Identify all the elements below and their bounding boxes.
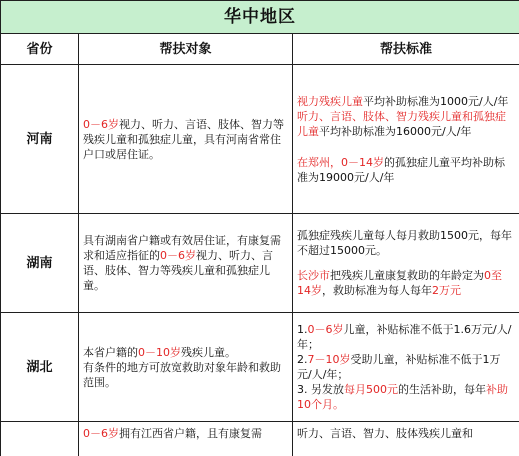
highlight-text: 0－6岁 (307, 323, 344, 336)
province-cell (1, 422, 79, 456)
title-row (1, 1, 519, 34)
target-line (83, 345, 288, 360)
standard-text: 3. 另发放 (297, 383, 344, 396)
standard-cell (293, 214, 519, 313)
highlight-text: 长沙市 (297, 269, 330, 282)
standard-line (297, 94, 515, 109)
target-cell (79, 214, 293, 313)
age-range: 0－6岁 (160, 249, 196, 262)
province-cell: 河南 (1, 65, 79, 214)
header-province: 省份 (1, 34, 79, 65)
table-row-hubei (1, 313, 519, 422)
province-cell: 湖北 (1, 313, 79, 422)
header-target: 帮扶对象 (79, 34, 293, 65)
standard-line (297, 155, 515, 185)
header-standard: 帮扶标准 (293, 34, 519, 65)
highlight-text: 在郑州， (297, 155, 341, 169)
standard-cell (293, 65, 519, 214)
table-row-henan (1, 65, 519, 214)
standard-text: 儿童，补贴标准不低于1.6万元/人/年； (297, 323, 512, 351)
target-line: 有条件的地方可放宽救助对象年龄和救助范围。 (83, 360, 281, 389)
standard-text: 1. (297, 323, 308, 336)
highlight-text: 0－14岁 (341, 155, 384, 169)
table-row-jiangxi (1, 422, 519, 456)
highlight-text: 每月500元 (344, 383, 398, 396)
standard-line (297, 109, 515, 139)
highlight-text: 听力、言语、肢体、智力残疾儿童和孤独症儿童 (297, 109, 506, 138)
header-row (1, 34, 519, 65)
standard-line (297, 322, 515, 352)
table-row-hunan (1, 214, 519, 313)
highlight-text: 7－10岁 (307, 353, 351, 366)
standard-text: 的孤独症儿童平均补助标准为19000元/人/年 (297, 155, 505, 184)
table-title: 华中地区 (1, 1, 519, 34)
standard-text: 2. (297, 353, 308, 366)
standard-text: 听力、言语、智力、肢体残疾儿童和 (297, 427, 473, 440)
standard-line (297, 382, 515, 412)
highlight-text: 0至14岁 (297, 269, 502, 297)
highlight-text: 补助10个月。 (297, 383, 508, 411)
standard-line (297, 268, 515, 298)
highlight-text: 2万元 (432, 284, 461, 297)
standard-text: 把残疾儿童康复救助的年龄定为 (330, 269, 484, 282)
target-cell (79, 422, 293, 456)
standard-text: 的生活补助，每年 (398, 383, 486, 396)
standard-cell (293, 313, 519, 422)
standard-text: 平均补助标准为16000元/人/年 (319, 124, 472, 138)
age-range: 0－6岁 (83, 117, 119, 131)
highlight-text: 视力残疾儿童 (297, 94, 363, 108)
target-text: 具有湖南省户籍或有效居住证，有康复需求和适应指征的 (83, 234, 281, 262)
standard-line (297, 352, 515, 382)
standard-text: 受助儿童，补贴标准不低于1万元/人/年； (297, 353, 501, 381)
province-cell: 湖南 (1, 214, 79, 313)
standard-cell (293, 422, 519, 456)
target-cell (79, 313, 293, 422)
standard-text: ，救助标准为每人每年 (322, 284, 432, 297)
target-text: 残疾儿童。 (181, 345, 236, 359)
target-text: 本省户籍的 (83, 345, 138, 359)
target-text: 拥有江西省户籍，且有康复需 (119, 427, 262, 440)
standard-text: 平均补助标准为1000元/人/年 (363, 94, 509, 108)
age-range: 0－10岁 (138, 345, 181, 359)
target-text: 视力、听力、言语、肢体、智力等残疾儿童和孤独症儿童。 (83, 249, 273, 292)
target-cell (79, 65, 293, 214)
age-range: 0－6岁 (83, 427, 119, 440)
target-text: 视力、听力、言语、肢体、智力等残疾儿童和孤独症儿童，具有河南省常住户口或居住证。 (83, 117, 284, 161)
standard-line: 孤独症残疾儿童每人每月救助1500元，每年不超过15000元。 (297, 229, 512, 257)
